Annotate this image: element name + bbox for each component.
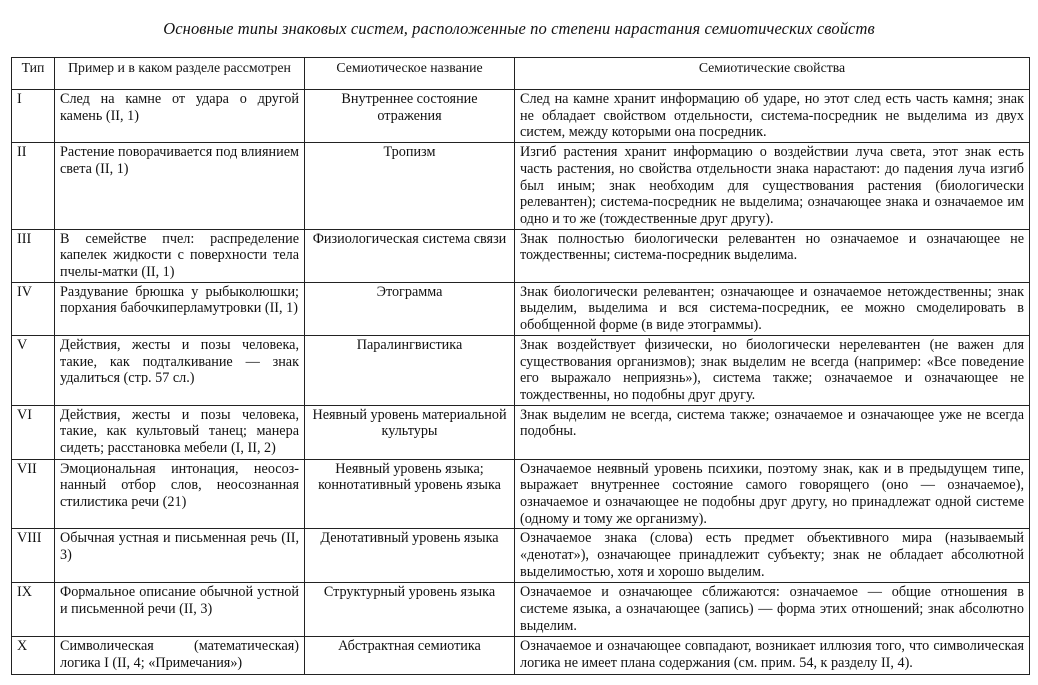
example-cell: Обычная устная и письменная речь (II, 3) — [55, 529, 305, 583]
type-cell: II — [12, 143, 55, 230]
semiotic-properties-cell: След на камне хранит информацию об ударе, но этот след есть часть камня; знак не обладает свойством отдельности, система-посредник не выделима из двух систем, между которыми она посредник. — [515, 90, 1030, 143]
type-cell: III — [12, 229, 55, 282]
type-cell: VI — [12, 405, 55, 459]
type-cell: IX — [12, 583, 55, 637]
semiotic-properties-cell: Знак полностью биологически релевантен но означаемое и означающее не тождественны; система-посредник выделима. — [515, 229, 1030, 282]
example-cell: Формальное описание обычной устной и письменной речи (II, 3) — [55, 583, 305, 637]
semiotic-name-cell: Неявный уровень языка; коннотативный уровень языка — [305, 459, 515, 529]
type-cell: VII — [12, 459, 55, 529]
sign-systems-table — [11, 57, 1030, 675]
semiotic-properties-cell: Означаемое неявный уровень психики, поэтому знак, как и в предыдущем типе, выражает внутреннее состояние самого говорящего (оно — означаемое), означаемое и означающее не подобны друг другу, но принадлежат одной системе (одному и тому же организму). — [515, 459, 1030, 529]
example-cell: В семействе пчел: распределение капелек жидкости с поверхности тела пчелы-матки (II, 1) — [55, 229, 305, 282]
semiotic-properties-cell: Означаемое и означающее совпадают, возникает иллюзия того, что символическая логика не имеет плана содержания (см. прим. 54, к разделу II, 4). — [515, 637, 1030, 675]
example-cell: Раздувание брюшка у рыбыколюшки; порхания бабочкиперламутровки (II, 1) — [55, 282, 305, 335]
type-cell: X — [12, 637, 55, 675]
semiotic-name-cell: Абстрактная семиотика — [305, 637, 515, 675]
table-row — [12, 229, 1030, 282]
example-cell: След на камне от удара о другой камень (II, 1) — [55, 90, 305, 143]
table-row — [12, 405, 1030, 459]
table-row — [12, 90, 1030, 143]
semiotic-name-cell: Этограмма — [305, 282, 515, 335]
semiotic-name-cell: Физиологическая система связи — [305, 229, 515, 282]
table-row — [12, 583, 1030, 637]
semiotic-properties-cell: Знак выделим не всегда, система также; означаемое и означающее уже не всегда подобны. — [515, 405, 1030, 459]
table-row — [12, 637, 1030, 675]
example-cell: Символическая (математическая) логика I (II, 4; «Примечания») — [55, 637, 305, 675]
header-semiotic-name: Семиотическое название — [305, 58, 515, 90]
semiotic-name-cell: Паралингвистика — [305, 335, 515, 405]
header-semiotic-properties: Семиотические свойства — [515, 58, 1030, 90]
table-caption: Основные типы знаковых систем, расположенные по степени нарастания семиотических свойств — [163, 19, 875, 38]
semiotic-properties-cell: Знак воздействует физически, но биологически нерелевантен (не важен для существования организмов); знак выделим не всегда (например: «Все поведение его выражало неприязнь»), система также; означаемое и означающее не тождественны, но подобны друг другу. — [515, 335, 1030, 405]
example-cell: Эмоциональная интонация, неосознанный отбор слов, неосознанная стилистика речи (21) — [55, 459, 305, 529]
semiotic-name-cell: Денотативный уровень языка — [305, 529, 515, 583]
header-row — [12, 58, 1030, 90]
table-row — [12, 335, 1030, 405]
semiotic-name-cell: Неявный уровень материальной культуры — [305, 405, 515, 459]
table-row — [12, 143, 1030, 230]
semiotic-properties-cell: Означаемое и означающее сближаются: означаемое — общие отношения в системе языка, а означающее (запись) — форма этих отношений; знак абсолютно выделим. — [515, 583, 1030, 637]
header-example: Пример и в каком разделе рассмотрен — [55, 58, 305, 90]
semiotic-properties-cell: Изгиб растения хранит информацию о воздействии луча света, этот знак есть часть растения, но свойства отдельности знака нарастают: до падения луча изгиб был иным; знак необходим для существования растения (биологически релевантен); система-посредник не выделима; означающее знака и означаемое им одно и то же (тождественные друг другу). — [515, 143, 1030, 230]
example-cell: Растение поворачивается под влиянием света (II, 1) — [55, 143, 305, 230]
example-cell: Действия, жесты и позы человека, такие, как подталкивание — знак удалиться (стр. 57 сл.) — [55, 335, 305, 405]
table-row — [12, 282, 1030, 335]
semiotic-properties-cell: Означаемое знака (слова) есть предмет объективного мира (называемый «денотат»), означающее принадлежит субъекту; знак не обладает абсолютной выделимостью, хотя и хорошо выделим. — [515, 529, 1030, 583]
header-type: Тип — [12, 58, 55, 90]
type-cell: I — [12, 90, 55, 143]
example-cell: Действия, жесты и позы человека, такие, как культовый танец; манера сидеть; расстановка мебели (I, II, 2) — [55, 405, 305, 459]
type-cell: V — [12, 335, 55, 405]
table-row — [12, 529, 1030, 583]
type-cell: VIII — [12, 529, 55, 583]
semiotic-name-cell: Внутреннее состояние отражения — [305, 90, 515, 143]
semiotic-properties-cell: Знак биологически релевантен; означающее и означаемое нетождественны; знак выделим, выделима и вся система-посредник, ее можно смоделировать в обобщенной форме (в виде этограммы). — [515, 282, 1030, 335]
semiotic-name-cell: Структурный уровень языка — [305, 583, 515, 637]
table-row — [12, 459, 1030, 529]
semiotic-name-cell: Тропизм — [305, 143, 515, 230]
type-cell: IV — [12, 282, 55, 335]
